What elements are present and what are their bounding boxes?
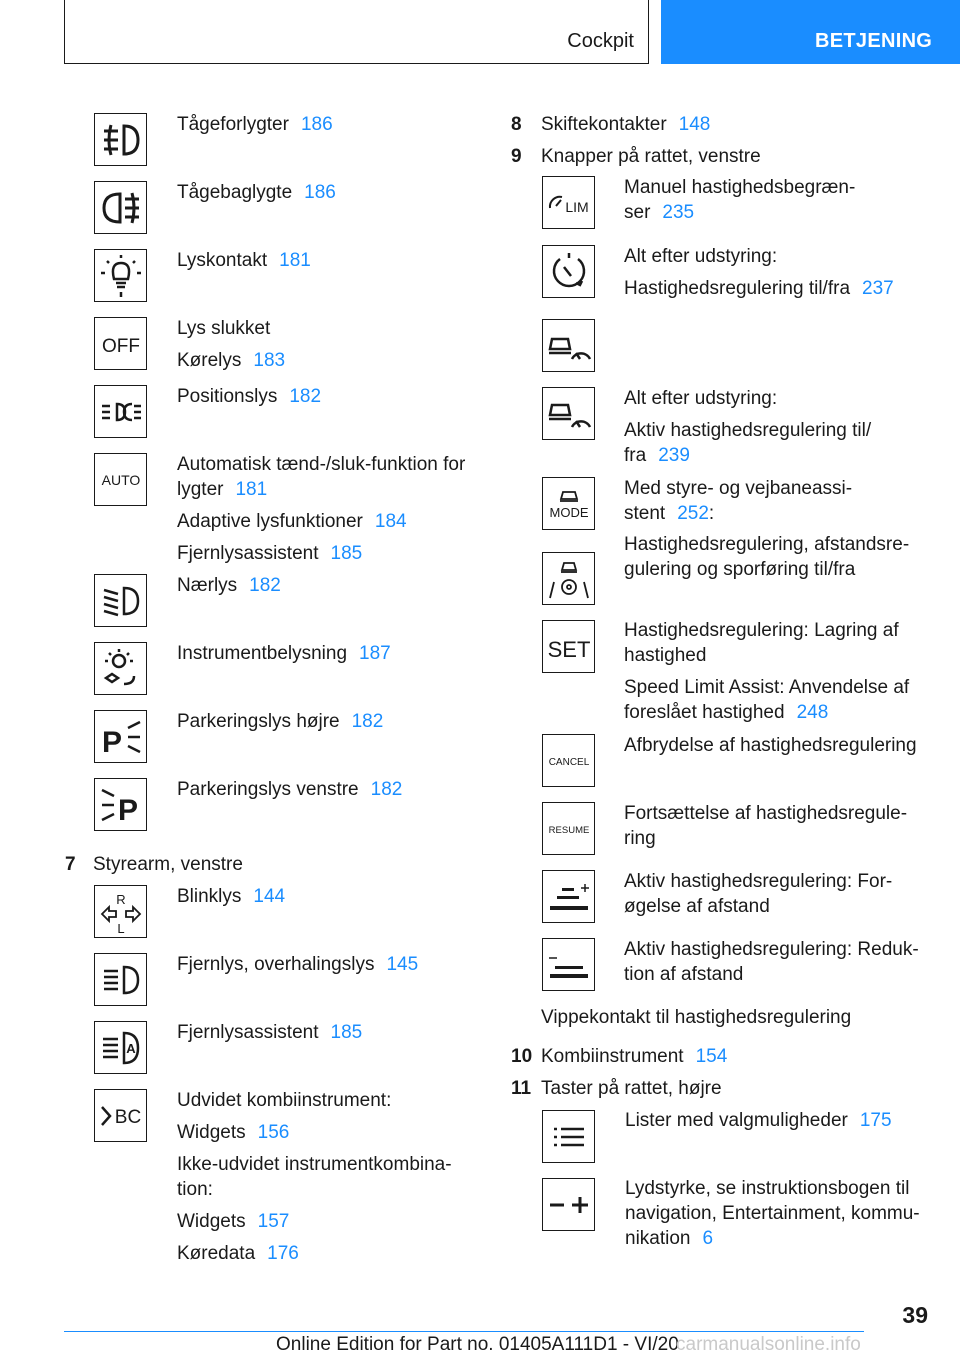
list-item: Alt efter udstyring: Aktiv hastighedsregulering til/ fra 239 (624, 388, 872, 466)
header-chapter-tab[interactable] (661, 0, 960, 64)
page-link[interactable]: 186 (300, 114, 333, 135)
list-item: Lydstyrke, se instruktionsbogen til navigation, Entertainment, kommu- nikation 6 (625, 1178, 920, 1249)
footer-divider (64, 1331, 864, 1332)
speed-limiter-icon (542, 176, 595, 229)
header-section-title: Cockpit (567, 30, 634, 52)
rocker-switch-label: Vippekontakt til hastighedsregulering (541, 1007, 852, 1028)
list-item: Fjernlysassistent 185 (177, 1022, 363, 1043)
section-title: Styrearm, venstre (93, 854, 243, 875)
svg-text:BC: BC (114, 1106, 141, 1128)
section-number: 7 (65, 854, 76, 875)
page-link[interactable]: 237 (862, 278, 894, 299)
high-beam-icon (94, 953, 147, 1006)
list-item: Hastighedsregulering: Lagring af hastighed Speed Limit Assist: Anvendelse af foreslået hastighed 248 (624, 620, 910, 723)
header-section-box (64, 0, 649, 64)
page-link[interactable]: 187 (359, 643, 391, 664)
page-link[interactable]: 176 (267, 1243, 299, 1264)
page-link[interactable]: 235 (662, 202, 695, 223)
page-link[interactable]: 252 (677, 503, 709, 524)
list-item: Lyskontakt 181 (177, 250, 311, 271)
list-item: Afbrydelse af hastighedsregulering (624, 735, 917, 756)
bc-button-icon (94, 1089, 147, 1142)
svg-text:AUTO: AUTO (101, 471, 140, 488)
list-item: Nærlys 182 (177, 575, 281, 596)
list-item: Med styre- og vejbaneassi- stent 252: (624, 478, 853, 524)
list-item: Automatisk tænd-/sluk-funktion for lygter 181 Adaptive lysfunktioner 184 Fjernlysassistent 185 (177, 454, 466, 564)
section-title: Kombiinstrument 154 (541, 1046, 728, 1067)
lights-off-icon (94, 317, 147, 370)
parking-light-right-icon (94, 710, 147, 763)
list-button-icon (542, 1110, 595, 1163)
list-item: Blinklys 144 (177, 886, 286, 907)
page-link[interactable]: 184 (374, 511, 407, 532)
page-link[interactable]: 156 (257, 1122, 290, 1143)
turn-signal-icon (94, 885, 147, 938)
page-link[interactable]: 182 (370, 779, 403, 800)
list-item: Lister med valgmuligheder 175 (625, 1110, 892, 1131)
instrument-lighting-icon (94, 642, 147, 695)
high-beam-assistant-icon (94, 1021, 147, 1074)
list-item: Positionslys 182 (177, 386, 322, 407)
front-fog-light-icon (94, 113, 147, 166)
page-link[interactable]: 185 (330, 1022, 363, 1043)
list-item: Udvidet kombiinstrument: Widgets 156 Ikke-udvidet instrumentkombina- tion: Widgets 157 Køredata 176 (177, 1090, 452, 1264)
lane-assist-icon (542, 552, 595, 605)
page-link[interactable]: 154 (695, 1046, 728, 1067)
page-link[interactable]: 148 (678, 114, 711, 135)
parking-lights-icon (94, 385, 147, 438)
section-title: Taster på rattet, højre (541, 1078, 722, 1099)
svg-text:L: L (116, 920, 125, 935)
list-item: Tågeforlygter 186 (177, 114, 333, 135)
page-link[interactable]: 182 (351, 711, 384, 732)
svg-text:CANCEL: CANCEL (548, 756, 589, 768)
footer-edition: Online Edition for Part no. 01405A111D1 - VI/20 carmanualsonline.info (276, 1334, 861, 1355)
page-link[interactable]: 145 (386, 954, 419, 975)
page-link[interactable]: 248 (796, 702, 829, 723)
mode-button-icon (542, 477, 595, 530)
svg-text:R: R (115, 891, 126, 907)
volume-button-icon (542, 1178, 595, 1231)
section-number: 9 (511, 146, 522, 167)
active-cruise-onoff-icon (542, 387, 595, 440)
low-beam-icon (94, 574, 147, 627)
page-link[interactable]: 183 (253, 350, 286, 371)
list-item: Alt efter udstyring: Hastighedsregulering til/fra 237 (624, 246, 894, 299)
header-chapter-title: BETJENING (815, 30, 933, 52)
active-cruise-icon (542, 319, 595, 372)
list-item: Parkeringslys venstre 182 (177, 779, 403, 800)
light-switch-icon (94, 249, 147, 302)
page-link[interactable]: 182 (289, 386, 322, 407)
svg-text:P: P (101, 725, 122, 759)
distance-increase-icon (542, 870, 595, 923)
set-button-icon (542, 620, 595, 673)
list-item: Lys slukket Kørelys 183 (177, 318, 286, 371)
page-link[interactable]: 175 (859, 1110, 892, 1131)
watermark: carmanualsonline.info (676, 1334, 861, 1355)
list-item: Aktiv hastighedsregulering: Reduk- tion af afstand (624, 939, 919, 985)
cancel-button-icon (542, 734, 595, 787)
section-number: 11 (511, 1078, 532, 1099)
distance-decrease-icon (542, 938, 595, 991)
page-link[interactable]: 144 (253, 886, 286, 907)
svg-text:A: A (125, 1040, 136, 1056)
svg-text:MODE: MODE (549, 504, 588, 520)
page-link[interactable]: 185 (330, 543, 363, 564)
list-item: Instrumentbelysning 187 (177, 643, 391, 664)
svg-text:OFF: OFF (101, 335, 140, 357)
list-item: Fortsættelse af hastighedsregule- ring (624, 803, 908, 849)
section-number: 10 (511, 1046, 533, 1067)
page-link[interactable]: 181 (235, 479, 268, 500)
list-item: Parkeringslys højre 182 (177, 711, 384, 732)
list-item: Aktiv hastighedsregulering: For- øgelse af afstand (624, 871, 893, 917)
cruise-control-icon (542, 245, 595, 298)
svg-text:LIM: LIM (564, 198, 589, 215)
list-item: Fjernlys, overhalingslys 145 (177, 954, 419, 975)
section-title: Skiftekontakter 148 (541, 114, 711, 135)
parking-light-left-icon (94, 778, 147, 831)
resume-button-icon (542, 802, 595, 855)
list-item: Manuel hastighedsbegræn- ser 235 (624, 177, 856, 223)
rear-fog-light-icon (94, 181, 147, 234)
auto-lights-icon (94, 453, 147, 506)
list-item: Tågebaglygte 186 (177, 182, 336, 203)
page-link[interactable]: 6 (702, 1228, 714, 1249)
page-link[interactable]: 239 (658, 445, 690, 466)
page-link[interactable]: 157 (257, 1211, 290, 1232)
svg-text:P: P (117, 793, 138, 827)
svg-text:SET: SET (547, 636, 590, 662)
svg-text:RESUME: RESUME (548, 824, 589, 836)
section-number: 8 (511, 114, 522, 135)
page-link[interactable]: 181 (279, 250, 311, 271)
page-number: 39 (902, 1302, 928, 1328)
section-title: Knapper på rattet, venstre (541, 146, 761, 167)
page-link[interactable]: 186 (304, 182, 336, 203)
list-item: Hastighedsregulering, afstandsre- gulering og sporføring til/fra (624, 534, 910, 580)
page-link[interactable]: 182 (249, 575, 281, 596)
